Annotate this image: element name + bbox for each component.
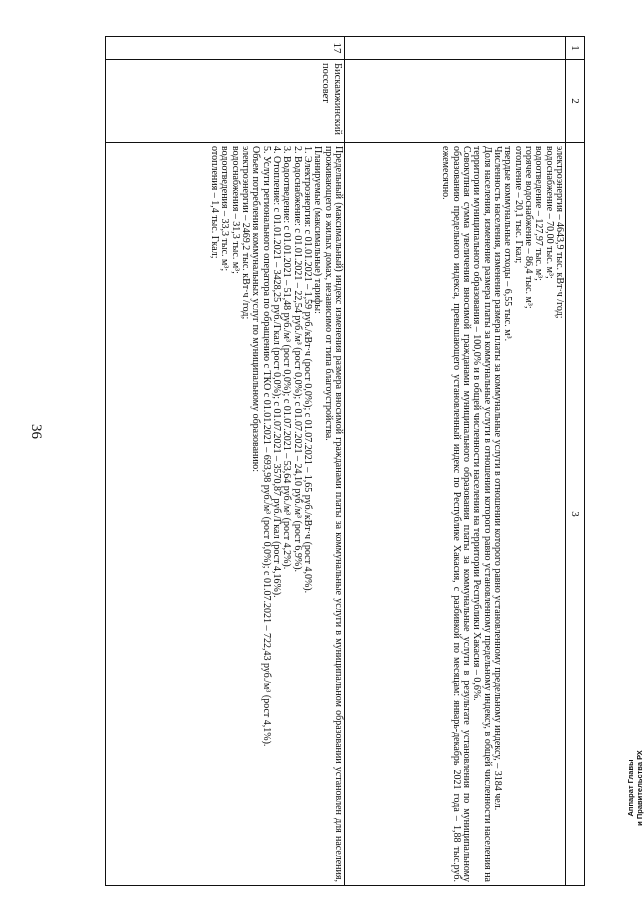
text-line: 2. Водоснабжение: с 01.01.2021 – 22,54 руб./м³ (рост 0,0%); с 01.07.2021 – 24,10 руб./м³ (рост 6,9%). <box>291 146 303 573</box>
text-line: отопление – 20,1 тыс. Гкал; <box>512 146 524 264</box>
header-cell-2: 2 <box>566 60 585 143</box>
text-line: твердые коммунальные отходы – 6,55 тыс. м³. <box>502 146 514 342</box>
row-description <box>345 143 566 886</box>
text-paragraph: Доля населения, изменение размера платы за коммунальные услуги в отношении которого равно установленному предельному индексу, в общей численности населения на территории муниципального образования – 100,0% и в общей численности населения на территории Республики Хакасия – 0,6%. <box>471 146 493 882</box>
stamp-line-1: Аппарат Главы <box>626 759 635 817</box>
text-paragraph: Численность населения, изменение размера платы за коммунальные услуги в отношении которого равно установленному предельному индексу, – 3184 чел. <box>491 146 503 811</box>
text-line: отопления – 1,4 тыс. Гкал; <box>208 146 220 259</box>
text-line: Объем потребления коммунальных услуг по муниципальному образованию: <box>250 146 262 472</box>
text-line: электроэнергия – 4643,9 тыс. кВт·ч /год; <box>554 146 565 319</box>
text-line: 4. Отопление: с 01.01.2021 – 3428,25 руб./Гкал (рост 0,0%); с 01.07.2021 – 3570,87 руб./Гкал (рост 4,16%). <box>270 146 282 598</box>
row-municipality <box>345 60 566 143</box>
text-line: водоотведения – 33,3 тыс. м³; <box>219 146 231 272</box>
text-line: водоснабжения – 31,3 тыс. м³; <box>229 146 241 274</box>
text-line: водоснабжение – 70,00 тыс. м³; <box>543 146 555 279</box>
stamp-line-2: и Правительства РХ <box>635 750 644 826</box>
row-description <box>106 143 345 886</box>
row-municipality: Бискамжинский поссовет <box>106 60 345 143</box>
table-row <box>345 37 566 886</box>
text-paragraph: Предельный (максимальный) индекс изменения размера вносимой гражданами платы за коммунальные услуги в муниципальном образовании установлен для населения, проживающего в жилых домах, независимо от типа благоустройства. <box>322 146 344 882</box>
page-number: 36 <box>28 424 44 439</box>
text-paragraph: Совокупная сумма увеличения вносимой гражданами муниципального образования платы за коммунальные услуги в результате установления по муниципальному образованию предельного индекса, превышающего установленный индекс по Республике Хакасия, с разбивкой по месяцам: январь-декабрь 2021 года – 1,88 тыс.руб. ежемесячно. <box>440 146 472 882</box>
text-line: 3. Водоотведение: с 01.01.2021 – 51,48 руб./м³ (рост 0,0%); с 01.07.2021 – 53,64 руб./м³ (рост 4,2%). <box>281 146 293 570</box>
table-row <box>106 37 345 886</box>
text-line: электроэнергии – 2469,2 тыс. кВт·ч /год; <box>239 146 251 320</box>
text-line: 5. Услуги регионального оператора по обращению с ТКО с 01.01.2021 – 693,98 руб./м³ (рост 0,0%); с 01.07.2021 – 722,43 руб./м³ (рост 4,1%). <box>260 146 272 747</box>
row-number <box>345 37 566 60</box>
header-cell-1: 1 <box>566 37 585 60</box>
text-line: 1. Электроэнергия: с 01.01.2021 – 1,59 руб./кВт·ч (рост 0,0%); с 01.07.2021 – 1,65 руб./кВт·ч (рост 4,0%). <box>301 146 313 594</box>
text-line: Планируемые (максимальные) тарифы: <box>312 146 324 314</box>
row-number: 17 <box>106 37 345 60</box>
table-header-row <box>566 37 585 886</box>
text-line: горячее водоснабжение – 86,4 тыс. м³; <box>522 146 534 309</box>
tariff-table <box>105 36 585 886</box>
office-stamp <box>626 728 644 848</box>
text-line: водоотведение – 127,97 тыс. м³; <box>533 146 545 281</box>
header-cell-3: 3 <box>566 143 585 886</box>
